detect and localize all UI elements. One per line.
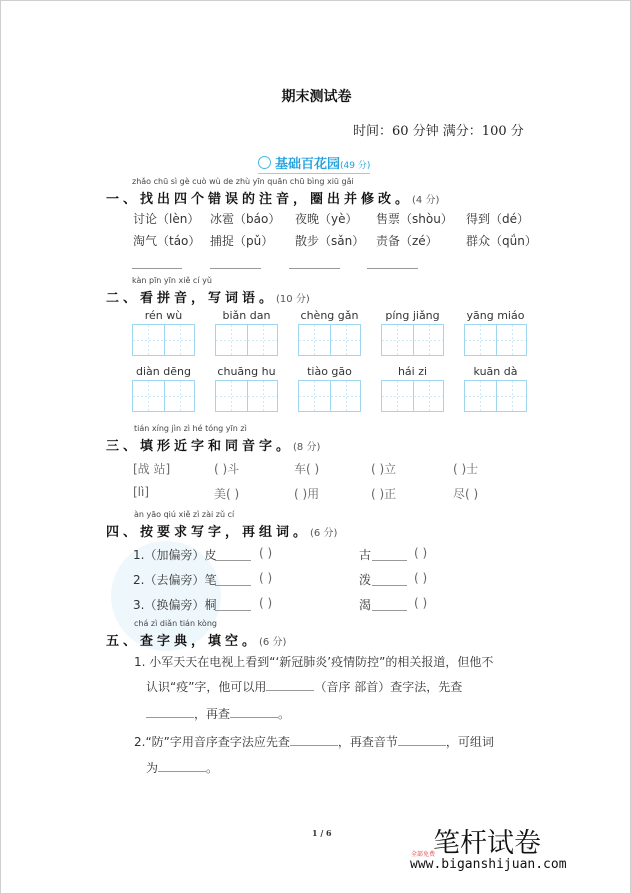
answer-line[interactable] — [210, 268, 261, 269]
q4-label: 2.（去偏旁）笔 — [133, 573, 217, 587]
answer-line[interactable] — [367, 268, 418, 269]
q5-line4: 2.“防”字用音序查字法应先查 ，再查音节 ，可组词 — [134, 735, 494, 749]
q5-pinyin: chá zì diǎn tián kòng — [134, 619, 217, 628]
q3-item[interactable]: 尽( ) — [453, 487, 479, 501]
q4-paren[interactable]: ( ) — [259, 571, 273, 585]
writing-grid[interactable] — [464, 380, 527, 412]
writing-grid[interactable] — [381, 380, 444, 412]
answer-line[interactable] — [215, 585, 251, 586]
q4-paren[interactable]: ( ) — [414, 546, 428, 560]
answer-line[interactable] — [289, 268, 340, 269]
section-banner — [258, 153, 370, 174]
time-info: 时间：60 分钟 满分：100 分 — [353, 124, 524, 139]
q2-pinyin: chuāng hu — [217, 365, 276, 378]
q2-pinyin: hái zi — [397, 365, 428, 378]
q3-heading: 三、填形近字和同音字。(8 分) — [106, 439, 321, 454]
answer-blank[interactable] — [398, 745, 446, 746]
q4-pinyin: àn yāo qiú xiě zì zài zǔ cí — [134, 510, 235, 519]
q4-label: 3.（换偏旁）桐 — [133, 598, 217, 612]
q3-item[interactable]: 车( ) — [294, 462, 320, 476]
site-url[interactable]: www.biganshijuan.com — [410, 857, 567, 872]
answer-blank[interactable] — [230, 717, 278, 718]
writing-grid[interactable] — [132, 324, 195, 356]
q4-paren[interactable]: ( ) — [414, 596, 428, 610]
answer-line[interactable] — [372, 585, 407, 586]
writing-grid[interactable] — [215, 324, 278, 356]
q1-pinyin: zhǎo chū sì gè cuò wù de zhù yīn quān chū bìng xiū gǎi — [132, 177, 354, 186]
q2-pinyin: biǎn dan — [222, 309, 271, 322]
answer-line[interactable] — [372, 560, 407, 561]
q2-pinyin: kuān dà — [473, 365, 518, 378]
writing-grid[interactable] — [298, 380, 361, 412]
answer-line[interactable] — [132, 268, 182, 269]
q3-item: [战 站] — [133, 462, 171, 476]
q5-line2: 认识“疫”字，他可以用 （音序 部首）查字法，先查 — [146, 680, 463, 694]
q1-item[interactable]: 讨论（lèn） — [133, 212, 200, 226]
q5-heading: 五、查字典，填空。(6 分) — [106, 634, 287, 649]
q3-item: [lì] — [133, 485, 150, 499]
q5-line3: ，再查 。 — [146, 705, 290, 722]
answer-blank[interactable] — [266, 690, 314, 691]
q2-pinyin: chèng gǎn — [300, 309, 359, 322]
q4-second: 古 — [359, 548, 372, 562]
q4-second: 泼 — [359, 573, 372, 587]
writing-grid[interactable] — [381, 324, 444, 356]
writing-grid[interactable] — [215, 380, 278, 412]
q5-line5: 为 。 — [146, 761, 219, 775]
q3-item[interactable]: 美( ) — [214, 487, 240, 501]
section-label: 基础百花园 — [275, 157, 341, 172]
writing-grid[interactable] — [132, 380, 195, 412]
q1-item[interactable]: 售票（shòu） — [376, 212, 453, 226]
q4-paren[interactable]: ( ) — [259, 596, 273, 610]
q1-item[interactable]: 得到（dé） — [466, 212, 530, 226]
q4-paren[interactable]: ( ) — [414, 571, 428, 585]
logo-tag: 全部免费 — [411, 851, 436, 858]
section-score: (49 分) — [340, 161, 371, 171]
answer-blank[interactable] — [158, 771, 206, 772]
page-title: 期末测试卷 — [281, 89, 352, 105]
q2-pinyin: kàn pīn yīn xiě cí yǔ — [132, 276, 212, 285]
answer-line[interactable] — [215, 560, 251, 561]
q3-item[interactable]: ( )正 — [371, 487, 397, 501]
q1-item[interactable]: 群众（qǘn） — [466, 234, 537, 248]
page-number: 1 / 6 — [312, 828, 332, 838]
q1-item[interactable]: 夜晚（yè） — [295, 212, 358, 226]
q3-pinyin: tián xíng jìn zì hé tóng yīn zì — [134, 424, 247, 433]
answer-blank[interactable] — [290, 745, 338, 746]
answer-line[interactable] — [372, 610, 407, 611]
q3-item[interactable]: ( )立 — [371, 462, 397, 476]
q2-pinyin: píng jiǎng — [385, 309, 440, 322]
q1-item[interactable]: 散步（sǎn） — [295, 234, 365, 248]
writing-grid[interactable] — [464, 324, 527, 356]
answer-line[interactable] — [215, 610, 251, 611]
q2-pinyin: yāng miáo — [466, 309, 525, 322]
q5-line1: 1. 小军天天在电视上看到“‘新冠肺炎’疫情防控”的相关报道，但他不 — [134, 655, 494, 669]
q3-item[interactable]: ( )用 — [294, 487, 320, 501]
q1-heading: 一、找出四个错误的注音，圈出并修改。(4 分) — [106, 192, 440, 207]
answer-blank[interactable] — [146, 717, 194, 718]
q4-second: 渴 — [359, 598, 372, 612]
q4-heading: 四、按要求写字，再组词。(6 分) — [106, 525, 338, 540]
q2-pinyin: rén wù — [144, 309, 183, 322]
q1-item[interactable]: 淘气（táo） — [133, 234, 201, 248]
q2-pinyin: tiào gāo — [307, 365, 352, 378]
writing-grid[interactable] — [298, 324, 361, 356]
lightbulb-icon — [258, 156, 271, 169]
q4-paren[interactable]: ( ) — [259, 546, 273, 560]
q1-item[interactable]: 捕捉（pǔ） — [210, 234, 274, 248]
q3-item[interactable]: ( )士 — [453, 462, 479, 476]
q4-label: 1.（加偏旁）皮 — [133, 548, 217, 562]
q2-pinyin: diàn dēng — [136, 365, 191, 378]
q3-item[interactable]: ( )斗 — [214, 462, 240, 476]
q1-item[interactable]: 冰雹（báo） — [210, 212, 281, 226]
q2-heading: 二、看拼音，写词语。(10 分) — [106, 291, 310, 306]
q1-item[interactable]: 责备（zé） — [376, 234, 438, 248]
site-logo: 笔杆试卷 — [433, 828, 541, 859]
